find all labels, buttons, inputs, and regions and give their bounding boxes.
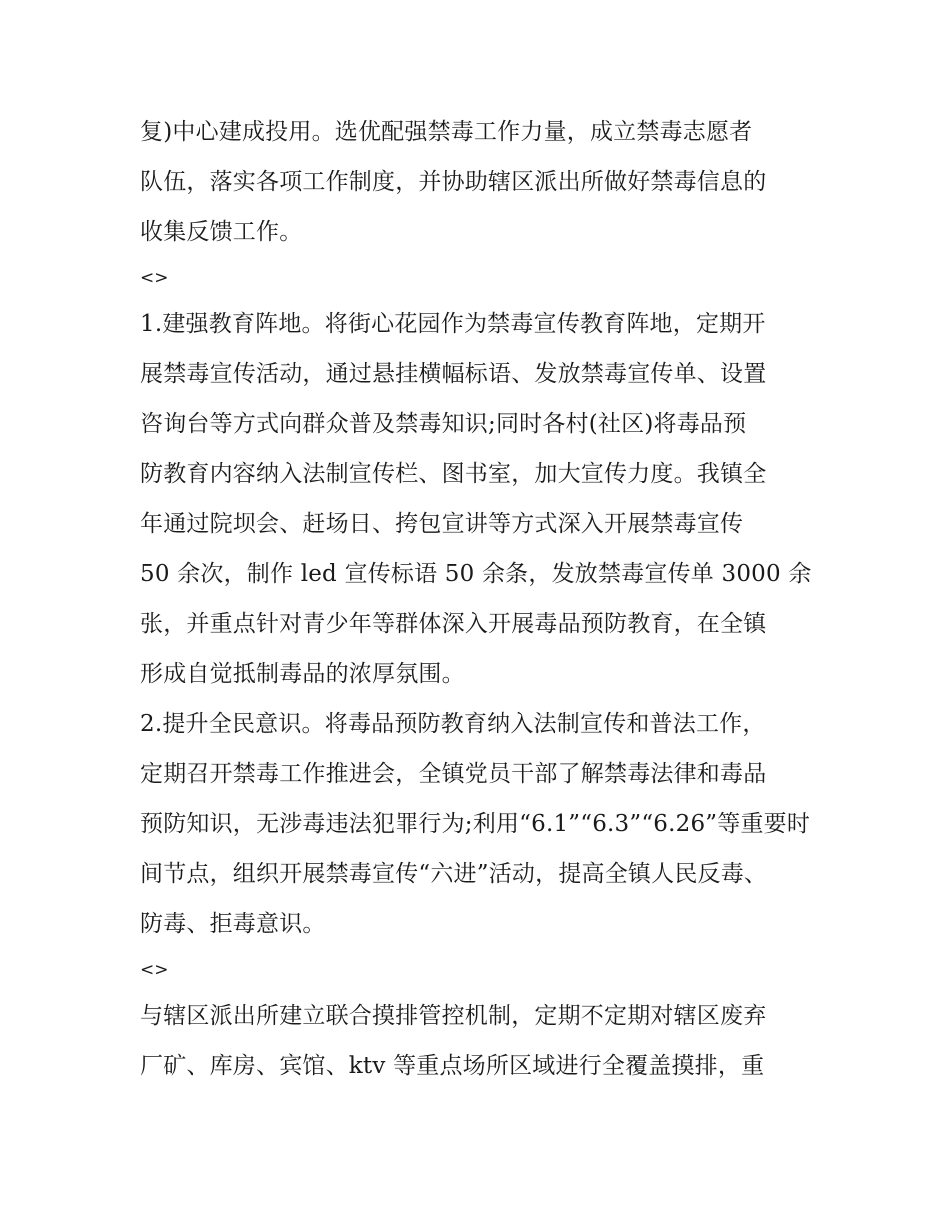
text-line: 复)中心建成投用。选优配强禁毒工作力量，成立禁毒志愿者	[140, 119, 753, 145]
text-line: 展禁毒宣传活动，通过悬挂横幅标语、发放禁毒宣传单、设置	[140, 361, 767, 387]
text-line: 防教育内容纳入法制宣传栏、图书室，加大宣传力度。我镇全	[140, 461, 767, 487]
text-line: 张，并重点针对青少年等群体深入开展毒品预防教育，在全镇	[140, 611, 767, 637]
text-line: 与辖区派出所建立联合摸排管控机制，定期不定期对辖区废弃	[140, 1003, 767, 1029]
text-line: 厂矿、库房、宾馆、ktv 等重点场所区域进行全覆盖摸排，重	[140, 1053, 765, 1079]
text-line: 50 余次，制作 led 宣传标语 50 余条，发放禁毒宣传单 3000 余	[140, 561, 812, 587]
text-line: 形成自觉抵制毒品的浓厚氛围。	[140, 661, 465, 687]
text-line: 2.提升全民意识。将毒品预防教育纳入法制宣传和普法工作，	[140, 711, 766, 737]
paragraph-drug-center	[140, 107, 812, 257]
paragraph-public-awareness	[140, 699, 812, 949]
text-line: 年通过院坝会、赶场日、挎包宣讲等方式深入开展禁毒宣传	[140, 511, 744, 537]
section-marker: <>	[140, 268, 169, 288]
paragraph-education-base	[140, 299, 812, 699]
paragraph-joint-inspection	[140, 991, 812, 1091]
text-line: 咨询台等方式向群众普及禁毒知识;同时各村(社区)将毒品预	[140, 411, 747, 437]
section-marker: <>	[140, 960, 169, 980]
text-line: 间节点，组织开展禁毒宣传“六进”活动，提高全镇人民反毒、	[140, 861, 768, 887]
text-line: 预防知识，无涉毒违法犯罪行为;利用“6.1”“6.3”“6.26”等重要时	[140, 811, 811, 837]
text-line: 防毒、拒毒意识。	[140, 911, 326, 937]
text-line: 队伍，落实各项工作制度，并协助辖区派出所做好禁毒信息的	[140, 169, 767, 195]
text-line: 1.建强教育阵地。将街心花园作为禁毒宣传教育阵地，定期开	[140, 311, 766, 337]
document-page	[140, 107, 812, 1091]
text-line: 收集反馈工作。	[140, 219, 303, 245]
text-line: 定期召开禁毒工作推进会，全镇党员干部了解禁毒法律和毒品	[140, 761, 767, 787]
